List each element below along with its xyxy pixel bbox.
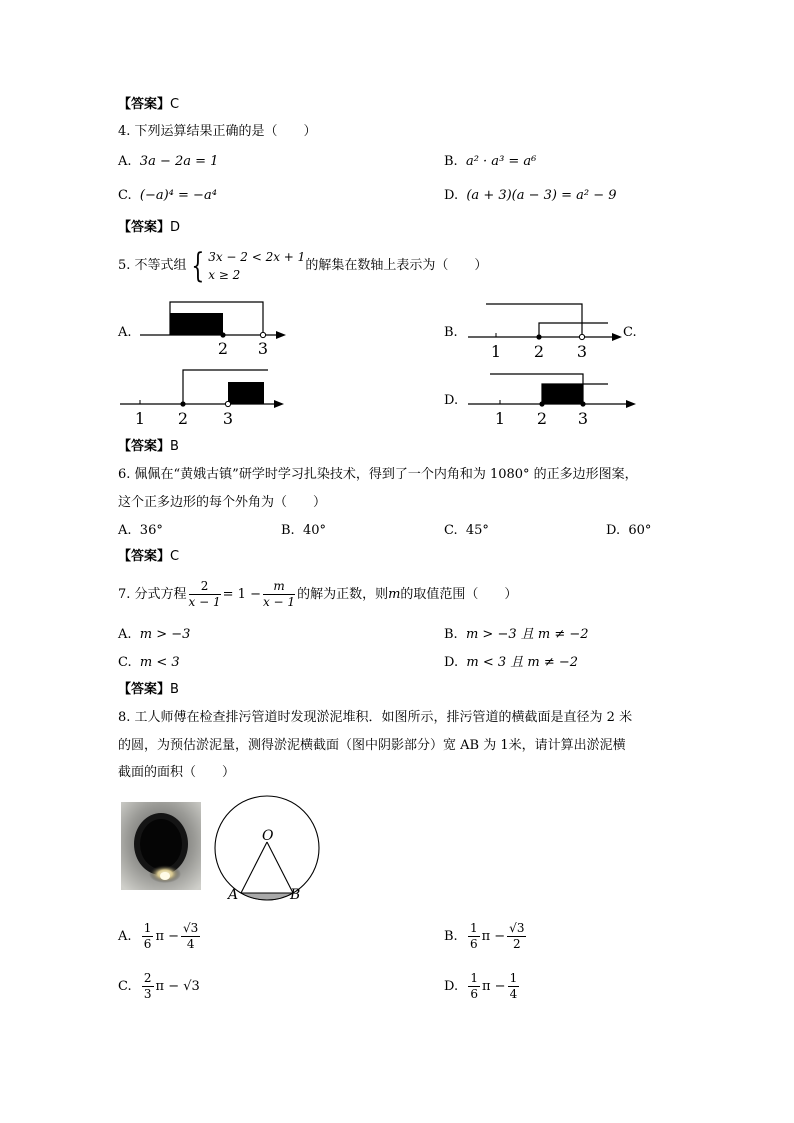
inequality-2: x ≥ 2 xyxy=(208,267,241,282)
inequality-system xyxy=(208,248,305,284)
numerator: √3 xyxy=(509,921,525,935)
open-dot xyxy=(260,332,265,337)
q7-suffix: 的解为正数，则 xyxy=(297,587,389,602)
numerator: √3 xyxy=(183,921,199,935)
q5-option-c-letter: C. xyxy=(623,325,637,340)
q7-prefix: 7. 分式方程 xyxy=(118,587,187,602)
denominator: 2 xyxy=(512,937,521,951)
q8-line2: 的圆，为预估淤泥量，测得淤泥横截面（图中阴影部分）宽 AB 为 1米，请计算出淤泥横 xyxy=(118,738,626,753)
answer-value: D xyxy=(170,220,181,235)
q7-suffix2: 的取值范围（ ） xyxy=(400,587,518,602)
fraction xyxy=(508,971,520,1002)
numerator: 2 xyxy=(143,971,152,985)
tick-label: 1 xyxy=(490,342,502,360)
fraction xyxy=(468,971,480,1002)
fraction xyxy=(181,921,200,952)
closed-dot xyxy=(536,334,541,339)
inequality-1: 3x − 2 < 2x + 1 xyxy=(208,249,306,264)
numerator: 2 xyxy=(189,579,221,595)
denominator: x − 1 xyxy=(262,595,296,609)
arrow-icon xyxy=(626,400,636,408)
option-value: 60° xyxy=(628,523,652,538)
q6-option-c xyxy=(444,522,489,540)
pi-term: π − xyxy=(155,929,180,944)
variable: m xyxy=(388,587,401,602)
q6-option-d xyxy=(606,522,651,540)
q5-option-d-letter: D. xyxy=(444,393,459,408)
answer-label: 【答案】 xyxy=(118,439,171,454)
q8-option-c xyxy=(118,966,200,1008)
q6-line1: 6. 佩佩在“黄娥古镇”研学时学习扎染技术，得到了一个内角和为 1080° 的正多边形图案， xyxy=(118,467,638,482)
q8-line3: 截面的面积（ ） xyxy=(118,765,236,780)
option-letter: D. xyxy=(444,655,459,670)
option-letter: B. xyxy=(444,627,458,642)
q6-option-b xyxy=(281,522,326,540)
arrow-icon xyxy=(612,333,622,341)
label-a: A xyxy=(228,887,239,903)
answer-q4 xyxy=(118,219,180,237)
answer-q6 xyxy=(118,548,179,566)
q7-option-b xyxy=(444,626,589,644)
q5-suffix: 的解集在数轴上表示为（ ） xyxy=(305,258,488,273)
option-letter: A. xyxy=(118,929,132,944)
numerator: m xyxy=(263,579,295,595)
brace-icon: { xyxy=(190,245,204,286)
fraction xyxy=(468,921,480,952)
q8-option-d xyxy=(444,966,521,1008)
option-letter: D. xyxy=(444,979,459,994)
option-expr: m < 3 xyxy=(139,655,180,670)
q6-line2: 这个正多边形的每个外角为（ ） xyxy=(118,495,327,510)
numerator: 1 xyxy=(469,921,478,935)
option-letter: B. xyxy=(444,929,458,944)
q4-option-a xyxy=(118,153,218,171)
pi-term: π − xyxy=(481,929,506,944)
q5-option-d-numberline xyxy=(466,368,640,432)
denominator: x − 1 xyxy=(188,595,221,609)
q4-option-c xyxy=(118,187,217,205)
denominator: 6 xyxy=(143,937,152,951)
closed-dot xyxy=(580,401,585,406)
pi-term: π − xyxy=(155,979,180,994)
answer-q5 xyxy=(118,438,179,456)
answer-q7 xyxy=(118,681,179,699)
q7-option-a xyxy=(118,626,190,644)
option-expr: (a + 3)(a − 3) = a² − 9 xyxy=(466,188,617,203)
fraction xyxy=(263,579,295,610)
option-letter: B. xyxy=(444,154,458,169)
option-letter: B. xyxy=(281,523,295,538)
denominator: 6 xyxy=(469,937,478,951)
closed-dot xyxy=(539,401,544,406)
tick-label: 2 xyxy=(177,409,189,428)
q5-prefix: 5. 不等式组 xyxy=(118,258,187,273)
tick-label: 3 xyxy=(257,339,269,358)
arrow-icon xyxy=(276,331,286,339)
open-dot xyxy=(579,334,584,339)
option-letter: C. xyxy=(118,655,132,670)
q5-option-b-letter: B. xyxy=(444,325,458,340)
label-b: B xyxy=(290,887,301,903)
tick-label: 2 xyxy=(217,339,229,358)
q5-option-b-numberline xyxy=(466,296,626,360)
option-expr: m < 3 且 m ≠ −2 xyxy=(466,655,579,670)
pipe-circle xyxy=(215,796,319,900)
fraction xyxy=(142,971,154,1002)
option-letter: C. xyxy=(444,523,458,538)
q7-stem xyxy=(118,576,517,614)
tick-label: 3 xyxy=(222,409,234,428)
open-dot xyxy=(225,401,230,406)
q8-option-b xyxy=(444,916,528,958)
tick-label: 2 xyxy=(536,409,548,428)
answer-value: B xyxy=(170,439,179,454)
option-letter: D. xyxy=(606,523,621,538)
option-expr: (−a)⁴ = −a⁴ xyxy=(139,188,217,203)
answer-q3 xyxy=(118,96,179,114)
denominator: 6 xyxy=(470,987,478,1001)
tick-label: 1 xyxy=(494,409,506,428)
answer-value: B xyxy=(170,682,179,697)
closed-dot xyxy=(180,401,185,406)
answer-value: C xyxy=(170,549,180,564)
q8-line1: 8. 工人师傅在检查排污管道时发现淤泥堆积．如图所示，排污管道的横截面是直径为 2 米 xyxy=(118,710,633,725)
answer-label: 【答案】 xyxy=(118,549,171,564)
option-letter: A. xyxy=(118,627,132,642)
q5-stem xyxy=(118,246,487,286)
answer-label: 【答案】 xyxy=(118,682,171,697)
numerator: 1 xyxy=(143,921,152,935)
fraction xyxy=(189,579,221,610)
option-value: 45° xyxy=(465,523,489,538)
q7-option-d xyxy=(444,654,578,672)
option-value: 40° xyxy=(302,523,326,538)
q4-stem: 4. 下列运算结果正确的是（ ） xyxy=(118,124,317,139)
fraction xyxy=(142,921,154,952)
circle-diagram xyxy=(210,793,324,907)
option-letter: A. xyxy=(118,523,132,538)
q5-option-c-numberline xyxy=(118,364,290,430)
sludge-segment xyxy=(241,893,293,900)
q5-option-a-letter: A. xyxy=(118,325,132,340)
closed-dot xyxy=(220,332,225,337)
tick-label: 3 xyxy=(577,409,589,428)
denominator: 3 xyxy=(143,987,152,1001)
option-letter: D. xyxy=(444,188,459,203)
sqrt-term: √3 xyxy=(183,979,200,994)
tick-label: 1 xyxy=(134,409,146,428)
equals: = 1 − xyxy=(222,587,261,602)
q4-option-b xyxy=(444,153,536,171)
q6-option-a xyxy=(118,522,163,540)
tick-label: 3 xyxy=(576,342,588,360)
label-o: O xyxy=(262,828,274,844)
option-letter: A. xyxy=(118,154,132,169)
arrow-icon xyxy=(274,400,284,408)
fraction xyxy=(507,921,526,952)
option-value: 36° xyxy=(139,523,163,538)
option-expr: 3a − 2a = 1 xyxy=(139,154,219,169)
answer-label: 【答案】 xyxy=(118,220,171,235)
answer-label: 【答案】 xyxy=(118,97,171,112)
numerator: 1 xyxy=(509,971,518,985)
q4-option-d xyxy=(444,187,617,205)
pipe-photo xyxy=(121,802,201,890)
option-expr: m > −3 xyxy=(139,627,191,642)
denominator: 4 xyxy=(509,987,518,1001)
denominator: 4 xyxy=(186,937,195,951)
q5-option-a-numberline xyxy=(138,296,288,360)
answer-value: C xyxy=(170,97,180,112)
option-letter: C. xyxy=(118,979,132,994)
numerator: 1 xyxy=(470,971,478,985)
option-expr: a² · a³ = a⁶ xyxy=(465,154,537,169)
option-expr: m > −3 且 m ≠ −2 xyxy=(465,627,589,642)
pi-term: π − xyxy=(482,979,506,994)
q7-option-c xyxy=(118,654,180,672)
option-letter: C. xyxy=(118,188,132,203)
q8-option-a xyxy=(118,916,202,958)
tick-label: 2 xyxy=(533,342,545,360)
